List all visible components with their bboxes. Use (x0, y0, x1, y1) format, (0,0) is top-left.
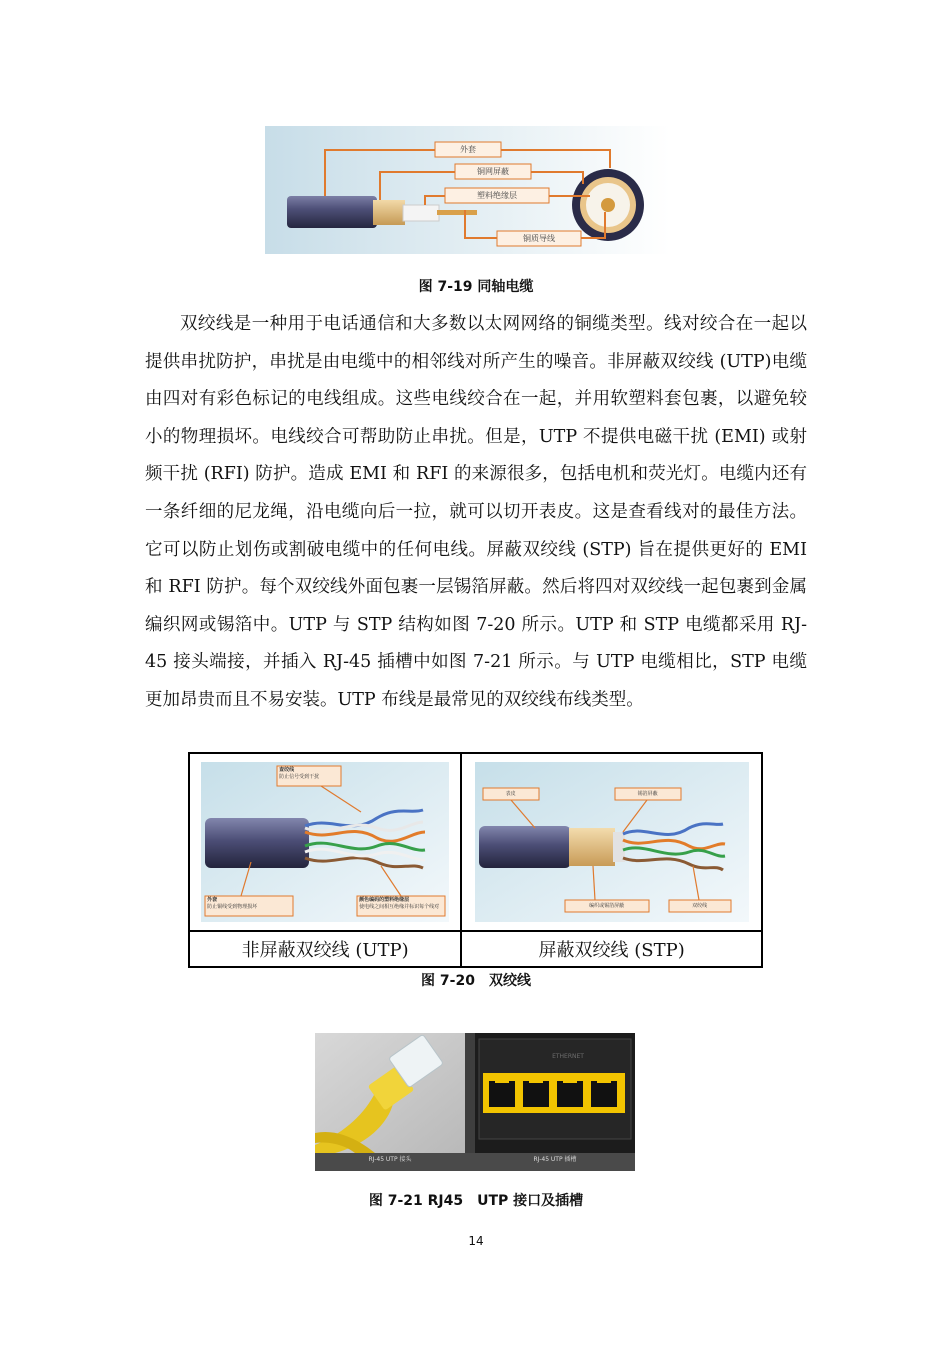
rj45-plug-label: RJ-45 UTP 接头 (368, 1156, 412, 1163)
body-text: 双绞线是一种用于电话通信和大多数以太网网络的铜缆类型。线对绞合在一起以提供串扰防护，串扰是由电缆中的相邻线对所产生的噪音。非屏蔽双绞线 (UTP)电缆由四对有彩色标记的电线组成。这些电线绞合在一起，并用软塑料套包裹，以避免较小的物理损坏。电线绞合可帮助防止串扰。但是，UTP 不提供电磁干扰 (EMI) 或射频干扰 (RFI) 防护。造成 EMI 和 RFI 的来源很多，包括电机和荧光灯。电缆内还有一条纤细的尼龙绳，沿电缆向后一拉，就可以切开表皮。这是查看线对的最佳方法。它可以防止划伤或割破电缆中的任何电线。屏蔽双绞线 (STP) 旨在提供更好的 EMI 和 RFI 防护。每个双绞线外面包裹一层锡箔屏蔽。然后将四对双绞线一起包裹到金属编织网或锡箔中。UTP 与 STP 结构如图 7-20 所示。UTP 和 STP 电缆都采用 RJ-45 接头端接，并插入 RJ-45 插槽中如图 7-21 所示。与 UTP 电缆相比，STP 电缆更加昂贵而且不易安装。UTP 布线是最常见的双绞线布线类型。 (145, 314, 807, 710)
utp-callout-twisted (279, 767, 341, 781)
stp-callout-pairs: 双绞线 (692, 903, 708, 909)
utp-callout-twisted-desc: 防止信号受到干扰 (279, 774, 320, 780)
utp-callout-insulation (359, 897, 445, 911)
switch-brand-label: ETHERNET (552, 1053, 584, 1060)
coax-label-jacket: 外套 (460, 145, 476, 154)
utp-callout-twisted-title: 查绞线 (279, 767, 295, 773)
stp-illustration (475, 762, 749, 922)
coax-label-insulation: 塑料绝缘层 (477, 191, 517, 200)
utp-callout-jacket (207, 897, 293, 911)
stp-label: 屏蔽双绞线 (STP) (461, 931, 762, 967)
twisted-pair-table (188, 752, 763, 968)
utp-callout-insulation-desc: 使电线之间相互绝缘并标识每个线对 (359, 904, 440, 910)
coax-label-shield: 铜网屏蔽 (477, 167, 509, 176)
utp-label: 非屏蔽双绞线 (UTP) (189, 931, 461, 967)
coax-label-conductor: 铜质导线 (523, 234, 555, 243)
utp-callout-jacket-desc: 防止铜线受到物理损坏 (207, 904, 258, 910)
stp-callout-braid: 编织或锡箔屏蔽 (589, 903, 625, 909)
utp-illustration (201, 762, 449, 922)
page-number: 14 (468, 1234, 484, 1248)
stp-image-cell (461, 753, 762, 931)
coax-figure (265, 126, 670, 254)
utp-callout-insulation-title: 颜色编码的塑料绝缘层 (359, 897, 410, 903)
utp-callout-jacket-title: 外套 (207, 897, 218, 903)
rj45-jack-label: RJ-45 UTP 插槽 (533, 1156, 577, 1163)
stp-callout-jacket: 表皮 (505, 791, 516, 797)
figure-caption-7-19: 图 7-19 同轴电缆 (418, 279, 534, 295)
stp-callout-foil: 锡箔屏蔽 (637, 791, 658, 797)
figure-caption-7-21: 图 7-21 RJ45 UTP 接口及插槽 (368, 1193, 584, 1209)
figure-caption-7-20: 图 7-20 双绞线 (421, 973, 531, 989)
rj45-figure (315, 1033, 635, 1171)
body-paragraph (145, 306, 807, 720)
utp-image-cell (189, 753, 461, 931)
